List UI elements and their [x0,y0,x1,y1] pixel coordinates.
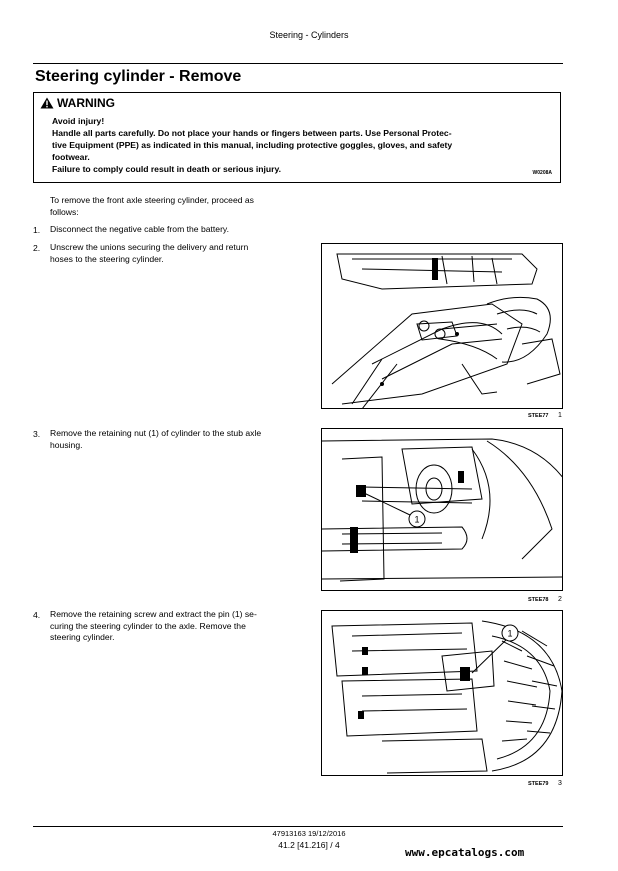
hose-union-illustration [322,244,563,409]
step-number: 2. [33,243,41,253]
warning-triangle-icon [40,97,54,109]
website-link[interactable]: www.epcatalogs.com [405,846,525,859]
figure-number: 3 [558,780,562,787]
step-line: hoses to the steering cylinder. [50,253,164,264]
step-line: Remove the retaining screw and extract the pin (1) se- [50,609,257,619]
warning-line: tive Equipment (PPE) as indicated in this manual, including protective goggles, gloves, and safety [52,140,453,150]
intro-line: follows: [50,206,79,217]
figure-retaining-nut [321,428,563,591]
figure-code: STEE78 [528,597,549,603]
step-line: Remove the retaining nut (1) of cylinder to the stub axle [50,428,262,438]
step-text: Disconnect the negative cable from the battery. [50,224,229,234]
step-number: 3. [33,429,41,439]
figure-code: STEE77 [528,413,549,419]
step-line: curing the steering cylinder to the axle. Remove the [50,620,246,631]
retaining-nut-illustration [322,429,563,591]
figure-code: STEE79 [528,781,549,787]
warning-code: W0208A [532,170,552,176]
figure-number: 2 [558,596,562,603]
intro-text [50,195,254,218]
warning-line: Failure to comply could result in death or serious injury. [52,164,282,174]
figure-pin-screw [321,610,563,776]
warning-label: WARNING [57,96,115,110]
warning-line: Handle all parts carefully. Do not place your hands or fingers between parts. Use Personal Protec- [52,128,452,138]
intro-line: To remove the front axle steering cylinder, proceed as [50,195,254,205]
figure-number: 1 [558,412,562,419]
footer-rule [33,826,563,827]
warning-text [52,115,552,175]
warning-line: Avoid injury! [52,116,105,126]
pin-screw-illustration [322,611,563,776]
step-number: 4. [33,610,41,620]
page-title: Steering cylinder - Remove [35,68,242,85]
step-number: 1. [33,225,41,235]
footer-doc: 47913163 19/12/2016 [272,829,346,838]
step-line: steering cylinder. [50,632,115,642]
callout-label: 1 [507,628,513,639]
warning-box [33,92,561,183]
step-line: Unscrew the unions securing the delivery and return [50,242,249,252]
step-text [50,428,305,451]
callout-label: 1 [414,514,420,525]
header-rule [33,63,563,64]
step-text [50,609,300,644]
step-line: housing. [50,439,83,450]
figure-hose-unions [321,243,563,409]
page-header: Steering - Cylinders [269,30,349,40]
warning-heading [40,96,115,110]
footer-page: 41.2 [41.216] / 4 [278,840,340,850]
warning-line: footwear. [52,152,90,162]
step-text [50,242,300,265]
